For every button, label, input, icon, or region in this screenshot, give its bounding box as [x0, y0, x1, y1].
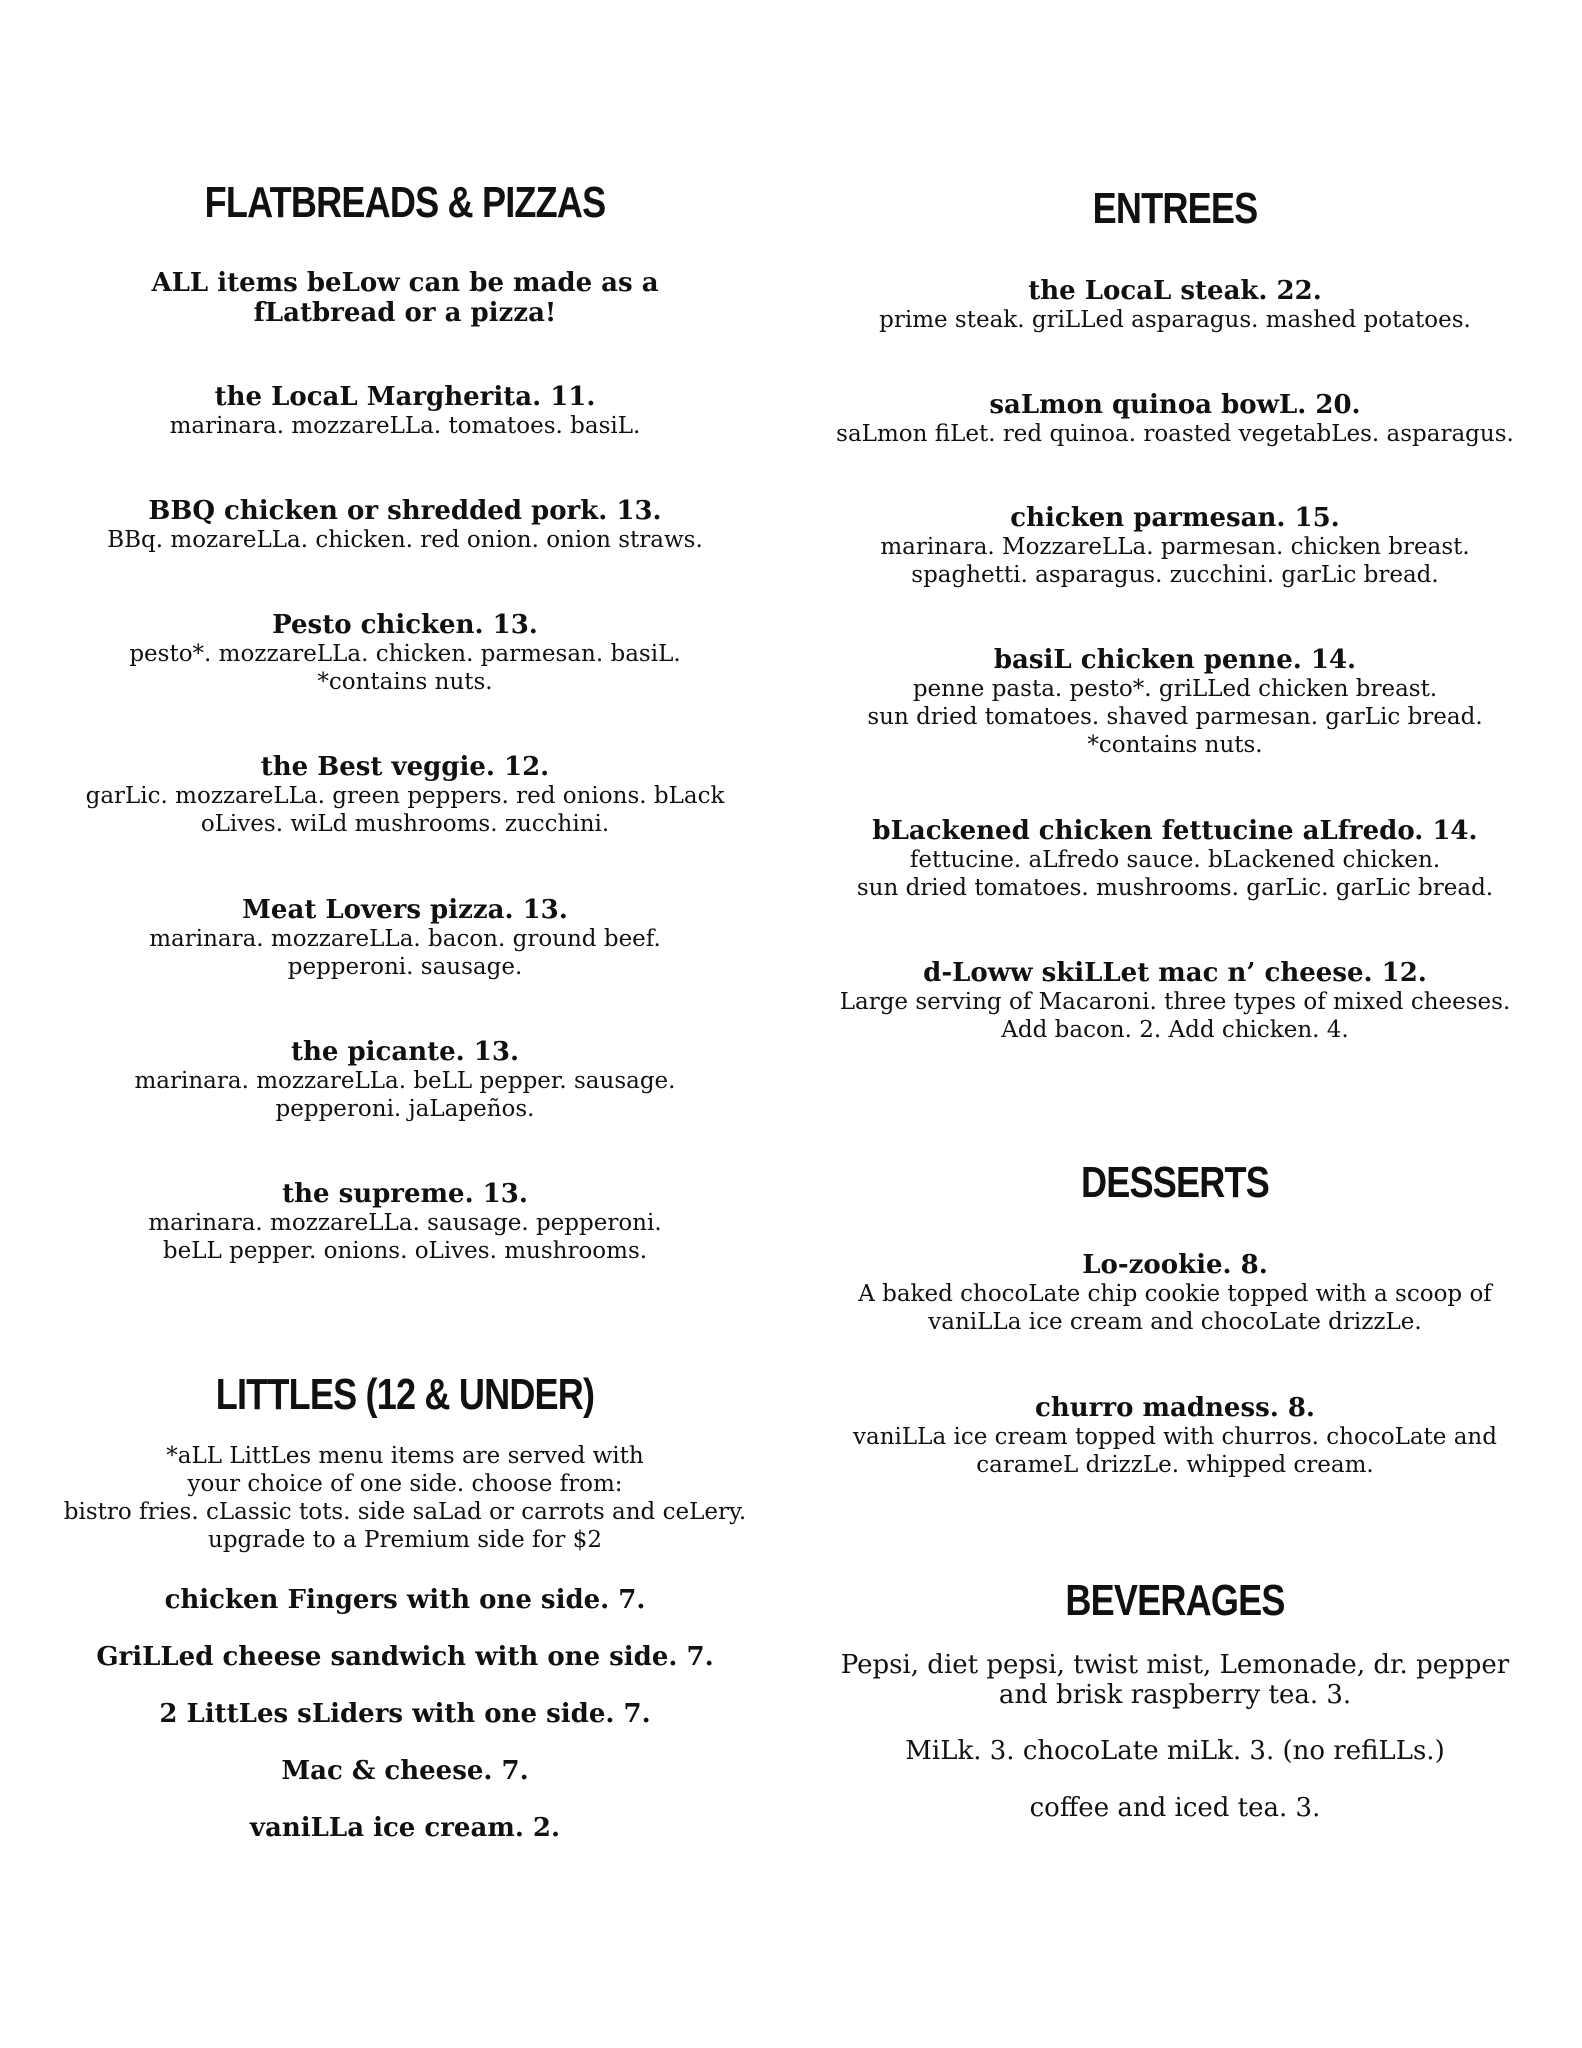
- beverages-milk: MiLk. 3. chocoLate miLk. 3. (no refiLLs.): [905, 1736, 1445, 1766]
- item-title: the supreme. 13.: [282, 1179, 528, 1209]
- littles-item-chicken-fingers: chicken Fingers with one side. 7.: [164, 1585, 646, 1615]
- flatbreads-heading: FLATBREADS & PIZZAS: [204, 178, 606, 227]
- menu-item-supreme: [40, 1179, 770, 1265]
- menu-item-fettucine: [810, 816, 1540, 902]
- beverages-coffee-tea: coffee and iced tea. 3.: [1029, 1793, 1321, 1823]
- littles-heading: LITTLES (12 & UNDER): [215, 1370, 595, 1419]
- desserts-heading: DESSERTS: [1081, 1158, 1269, 1207]
- item-desc: Large serving of Macaroni. three types of mixed cheeses. Add bacon. 2. Add chicken. 4.: [839, 989, 1511, 1043]
- menu-item-mac-cheese-skillet: [810, 958, 1540, 1044]
- littles-item-grilled-cheese: GriLLed cheese sandwich with one side. 7.: [96, 1642, 714, 1672]
- flatbreads-note: ALL items beLow can be made as a fLatbread or a pizza!: [151, 268, 659, 328]
- item-title: bLackened chicken fettucine aLfredo. 14.: [872, 816, 1478, 846]
- item-desc: saLmon fiLet. red quinoa. roasted vegetabLes. asparagus.: [836, 421, 1514, 447]
- item-title: the LocaL Margherita. 11.: [214, 382, 596, 412]
- menu-item-chicken-parmesan: [810, 503, 1540, 589]
- item-desc: fettucine. aLfredo sauce. bLackened chicken. sun dried tomatoes. mushrooms. garLic. garLic bread.: [856, 847, 1494, 901]
- item-title: Meat Lovers pizza. 13.: [242, 895, 568, 925]
- item-desc: garLic. mozzareLLa. green peppers. red onions. bLack oLives. wiLd mushrooms. zucchini.: [85, 783, 725, 837]
- item-title: Lo-zookie. 8.: [1082, 1250, 1268, 1280]
- menu-item-best-veggie: [40, 752, 770, 838]
- entrees-heading: ENTREES: [1092, 184, 1258, 233]
- beverages-sodas: Pepsi, diet pepsi, twist mist, Lemonade, dr. pepper and brisk raspberry tea. 3.: [840, 1650, 1510, 1710]
- menu-item-churro-madness: [810, 1393, 1540, 1479]
- item-title: saLmon quinoa bowL. 20.: [989, 390, 1361, 420]
- item-title: basiL chicken penne. 14.: [993, 645, 1357, 675]
- menu-item-margherita: [40, 382, 770, 440]
- littles-item-mac-cheese: Mac & cheese. 7.: [281, 1756, 529, 1786]
- littles-item-ice-cream: vaniLLa ice cream. 2.: [249, 1813, 561, 1843]
- beverages-heading: BEVERAGES: [1065, 1576, 1285, 1625]
- item-desc: marinara. mozzareLLa. tomatoes. basiL.: [169, 413, 641, 439]
- item-title: churro madness. 8.: [1035, 1393, 1315, 1423]
- item-desc: marinara. mozzareLLa. bacon. ground beef. pepperoni. sausage.: [149, 926, 661, 980]
- item-desc: marinara. mozzareLLa. sausage. pepperoni. beLL pepper. onions. oLives. mushrooms.: [148, 1210, 662, 1264]
- item-title: Pesto chicken. 13.: [272, 610, 538, 640]
- item-title: BBQ chicken or shredded pork. 13.: [148, 496, 662, 526]
- littles-item-sliders: 2 LittLes sLiders with one side. 7.: [159, 1699, 651, 1729]
- littles-note: *aLL LittLes menu items are served with your choice of one side. choose from: bistro fries. cLassic tots. side saLad or carrots and ceLery. upgrade to a Premium side for $2: [63, 1443, 747, 1553]
- item-desc: prime steak. griLLed asparagus. mashed potatoes.: [879, 307, 1471, 333]
- menu-item-local-steak: [810, 276, 1540, 334]
- menu-item-bbq: [40, 496, 770, 554]
- item-title: d-Loww skiLLet mac n’ cheese. 12.: [923, 958, 1427, 988]
- menu-item-salmon-bowl: [810, 390, 1540, 448]
- item-desc: pesto*. mozzareLLa. chicken. parmesan. basiL. *contains nuts.: [129, 641, 681, 695]
- item-desc: A baked chocoLate chip cookie topped with a scoop of vaniLLa ice cream and chocoLate drizzLe.: [858, 1281, 1492, 1335]
- menu-item-lo-zookie: [810, 1250, 1540, 1336]
- menu-item-meat-lovers: [40, 895, 770, 981]
- menu-item-basil-penne: [810, 645, 1540, 759]
- item-title: the Best veggie. 12.: [260, 752, 550, 782]
- item-title: chicken parmesan. 15.: [1010, 503, 1340, 533]
- item-title: the LocaL steak. 22.: [1028, 276, 1322, 306]
- item-desc: vaniLLa ice cream topped with churros. chocoLate and carameL drizzLe. whipped cream.: [853, 1424, 1497, 1478]
- item-title: the picante. 13.: [290, 1037, 520, 1067]
- menu-item-pesto-chicken: [40, 610, 770, 696]
- item-desc: marinara. MozzareLLa. parmesan. chicken breast. spaghetti. asparagus. zucchini. garLic bread.: [880, 534, 1470, 588]
- menu-item-picante: [40, 1037, 770, 1123]
- item-desc: BBq. mozareLLa. chicken. red onion. onion straws.: [107, 527, 703, 553]
- item-desc: marinara. mozzareLLa. beLL pepper. sausage. pepperoni. jaLapeños.: [134, 1068, 676, 1122]
- item-desc: penne pasta. pesto*. griLLed chicken breast. sun dried tomatoes. shaved parmesan. garLic bread. *contains nuts.: [867, 676, 1483, 758]
